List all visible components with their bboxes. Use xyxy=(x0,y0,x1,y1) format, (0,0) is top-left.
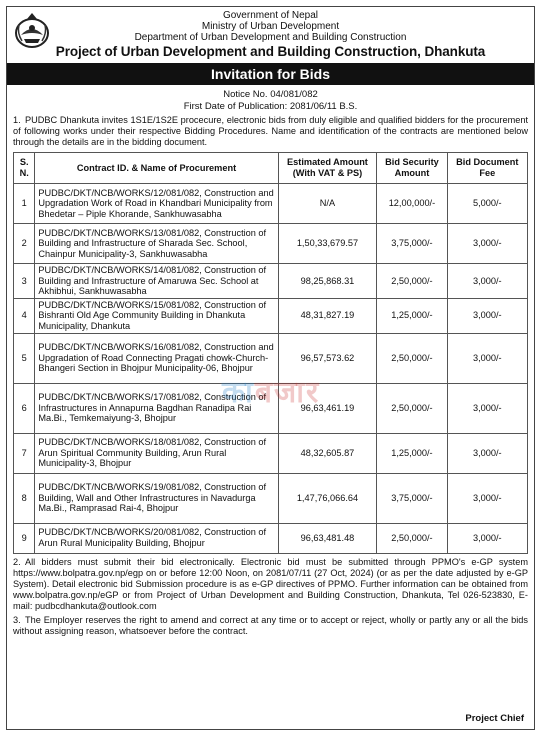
publication-date: First Date of Publication: 2081/06/11 B.S. xyxy=(183,101,358,112)
header-government: Government of Nepal xyxy=(222,10,319,21)
table-row xyxy=(14,473,528,523)
cell-security: 1,25,000/- xyxy=(377,298,447,333)
cell-fee: 3,000/- xyxy=(447,224,527,264)
table-row xyxy=(14,224,528,264)
table-row xyxy=(14,298,528,333)
cell-amount: 48,32,605.87 xyxy=(278,433,377,473)
header-estimated-amount: Estimated Amount (With VAT & PS) xyxy=(278,153,377,184)
cell-fee: 3,000/- xyxy=(447,523,527,553)
cell-fee: 3,000/- xyxy=(447,333,527,383)
cell-sn: 5 xyxy=(14,333,35,383)
cell-sn: 3 xyxy=(14,264,35,299)
paragraph-2-text: All bidders must submit their bid electronically. Electronic bid must be submitted through PPMO's e-GP system https://www.bolpatra.gov.np/egp on or before 12:00 Noon, on 2081/07/11 (27 Oct, 2024) (or as per the date adjusted by e-GP System). Detail electronic bid Submission procedure is as e-GP directives of PPMO. Further information can be obtained from www.bolpatra.gov.np/eGP or from Project of Urban Development and Building Construction, Dhankuta, Tel 026-523830, E-mail: pudbcdhankuta@outlook.com xyxy=(13,556,528,611)
cell-sn: 6 xyxy=(14,383,35,433)
header-bid-security: Bid Security Amount xyxy=(377,153,447,184)
table-row xyxy=(14,523,528,553)
invitation-banner: Invitation for Bids xyxy=(7,63,534,85)
cell-sn: 1 xyxy=(14,184,35,224)
watermark-part-2: बजार xyxy=(254,375,321,410)
cell-amount: 96,63,461.19 xyxy=(278,383,377,433)
paragraph-2-number: 2. xyxy=(13,556,21,567)
paragraph-3-number: 3. xyxy=(13,614,21,625)
cell-contract: PUDBC/DKT/NCB/WORKS/19/081/082, Construction of Building, Wall and Other Infrastructures in Navadurga Ma.Bi., Ramprasad Rai-4, Bhojpur xyxy=(35,473,278,523)
cell-contract: PUDBC/DKT/NCB/WORKS/14/081/082, Construction of Building and Infrastructure of Amaruwa Sec. School at Akhibhui, Sankhuwasabha xyxy=(35,264,278,299)
cell-contract: PUDBC/DKT/NCB/WORKS/18/081/082, Construction of Arun Spiritual Community Building, Arun Rural Municipality-3, Bhojpur xyxy=(35,433,278,473)
cell-security: 3,75,000/- xyxy=(377,473,447,523)
cell-security: 12,00,000/- xyxy=(377,184,447,224)
cell-amount: 1,47,76,066.64 xyxy=(278,473,377,523)
notice-number: Notice No. 04/081/082 xyxy=(223,89,318,100)
cell-contract: PUDBC/DKT/NCB/WORKS/12/081/082, Construction and Upgradation Work of Road in Khandbari Municipality from Bhedetar – Piple Khorande, Sankhuwasabha xyxy=(35,184,278,224)
cell-security: 1,25,000/- xyxy=(377,433,447,473)
paragraph-1-text: PUDBC Dhankuta invites 1S1E/1S2E procecure, electronic bids from duly eligible and qualified bidders for the procurement of following works under their respective Bidding Procedures. Name and identification of the contracts are mentioned below through the details are in the bidding document. xyxy=(13,115,528,147)
signature-project-chief: Project Chief xyxy=(465,713,524,724)
cell-amount: 98,25,868.31 xyxy=(278,264,377,299)
cell-amount: N/A xyxy=(278,184,377,224)
header-project-title: Project of Urban Development and Building Construction, Dhankuta xyxy=(55,44,486,59)
cell-sn: 2 xyxy=(14,224,35,264)
cell-fee: 3,000/- xyxy=(447,473,527,523)
cell-security: 2,50,000/- xyxy=(377,383,447,433)
header-ministry: Ministry of Urban Development xyxy=(201,21,340,32)
cell-security: 3,75,000/- xyxy=(377,224,447,264)
cell-amount: 96,63,481.48 xyxy=(278,523,377,553)
table-row xyxy=(14,333,528,383)
cell-security: 2,50,000/- xyxy=(377,264,447,299)
table-body xyxy=(14,184,528,554)
government-emblem-icon xyxy=(13,11,51,51)
cell-fee: 3,000/- xyxy=(447,264,527,299)
cell-fee: 3,000/- xyxy=(447,298,527,333)
table-row xyxy=(14,264,528,299)
paragraph-1-number: 1. xyxy=(13,115,21,125)
header-sn: S. N. xyxy=(14,153,35,184)
table-row xyxy=(14,383,528,433)
cell-sn: 7 xyxy=(14,433,35,473)
cell-sn: 8 xyxy=(14,473,35,523)
header-department: Department of Urban Development and Building Construction xyxy=(134,32,407,43)
header xyxy=(7,7,534,63)
cell-amount: 48,31,827.19 xyxy=(278,298,377,333)
cell-fee: 3,000/- xyxy=(447,433,527,473)
table-row xyxy=(14,433,528,473)
cell-contract: PUDBC/DKT/NCB/WORKS/20/081/082, Construction of Arun Rural Municipality Building, Bhojpur xyxy=(35,523,278,553)
header-document-fee: Bid Document Fee xyxy=(447,153,527,184)
header-contract: Contract ID. & Name of Procurement xyxy=(35,153,278,184)
paragraph-3 xyxy=(7,615,534,637)
paragraph-1 xyxy=(7,115,534,148)
cell-sn: 4 xyxy=(14,298,35,333)
cell-contract: PUDBC/DKT/NCB/WORKS/13/081/082, Construction of Building and Infrastructure of Sharada Sec. School, Chainpur Municipality-3, Sankhuwasabha xyxy=(35,224,278,264)
cell-fee: 3,000/- xyxy=(447,383,527,433)
notice-page xyxy=(6,6,535,730)
table-row xyxy=(14,184,528,224)
table-header-row xyxy=(14,153,528,184)
cell-contract: PUDBC/DKT/NCB/WORKS/16/081/082, Construction and Upgradation of Road Connecting Pragati chowk-Church-Bhangeri Section in Bhojpur Municipality-06, Bhojpur xyxy=(35,333,278,383)
cell-sn: 9 xyxy=(14,523,35,553)
cell-security: 2,50,000/- xyxy=(377,333,447,383)
bids-table xyxy=(13,152,528,554)
cell-fee: 5,000/- xyxy=(447,184,527,224)
cell-contract: PUDBC/DKT/NCB/WORKS/17/081/082, Construction of Infrastructures in Annapurna Bagdhan Ranadipa Rai Ma.Bi., Temkemaiyung-3, Bhojpur xyxy=(35,383,278,433)
cell-contract: PUDBC/DKT/NCB/WORKS/15/081/082, Construction of Bishranti Old Age Community Building in Dhankuta Municipality, Dhankuta xyxy=(35,298,278,333)
paragraph-2 xyxy=(7,557,534,612)
cell-security: 2,50,000/- xyxy=(377,523,447,553)
watermark-part-1: का xyxy=(222,375,255,410)
cell-amount: 96,57,573.62 xyxy=(278,333,377,383)
paragraph-3-text: The Employer reserves the right to amend and correct at any time or to accept or reject, wholly or partly any or all the bids without assigning reason, whatsoever before the contract. xyxy=(13,614,528,636)
cell-amount: 1,50,33,679.57 xyxy=(278,224,377,264)
